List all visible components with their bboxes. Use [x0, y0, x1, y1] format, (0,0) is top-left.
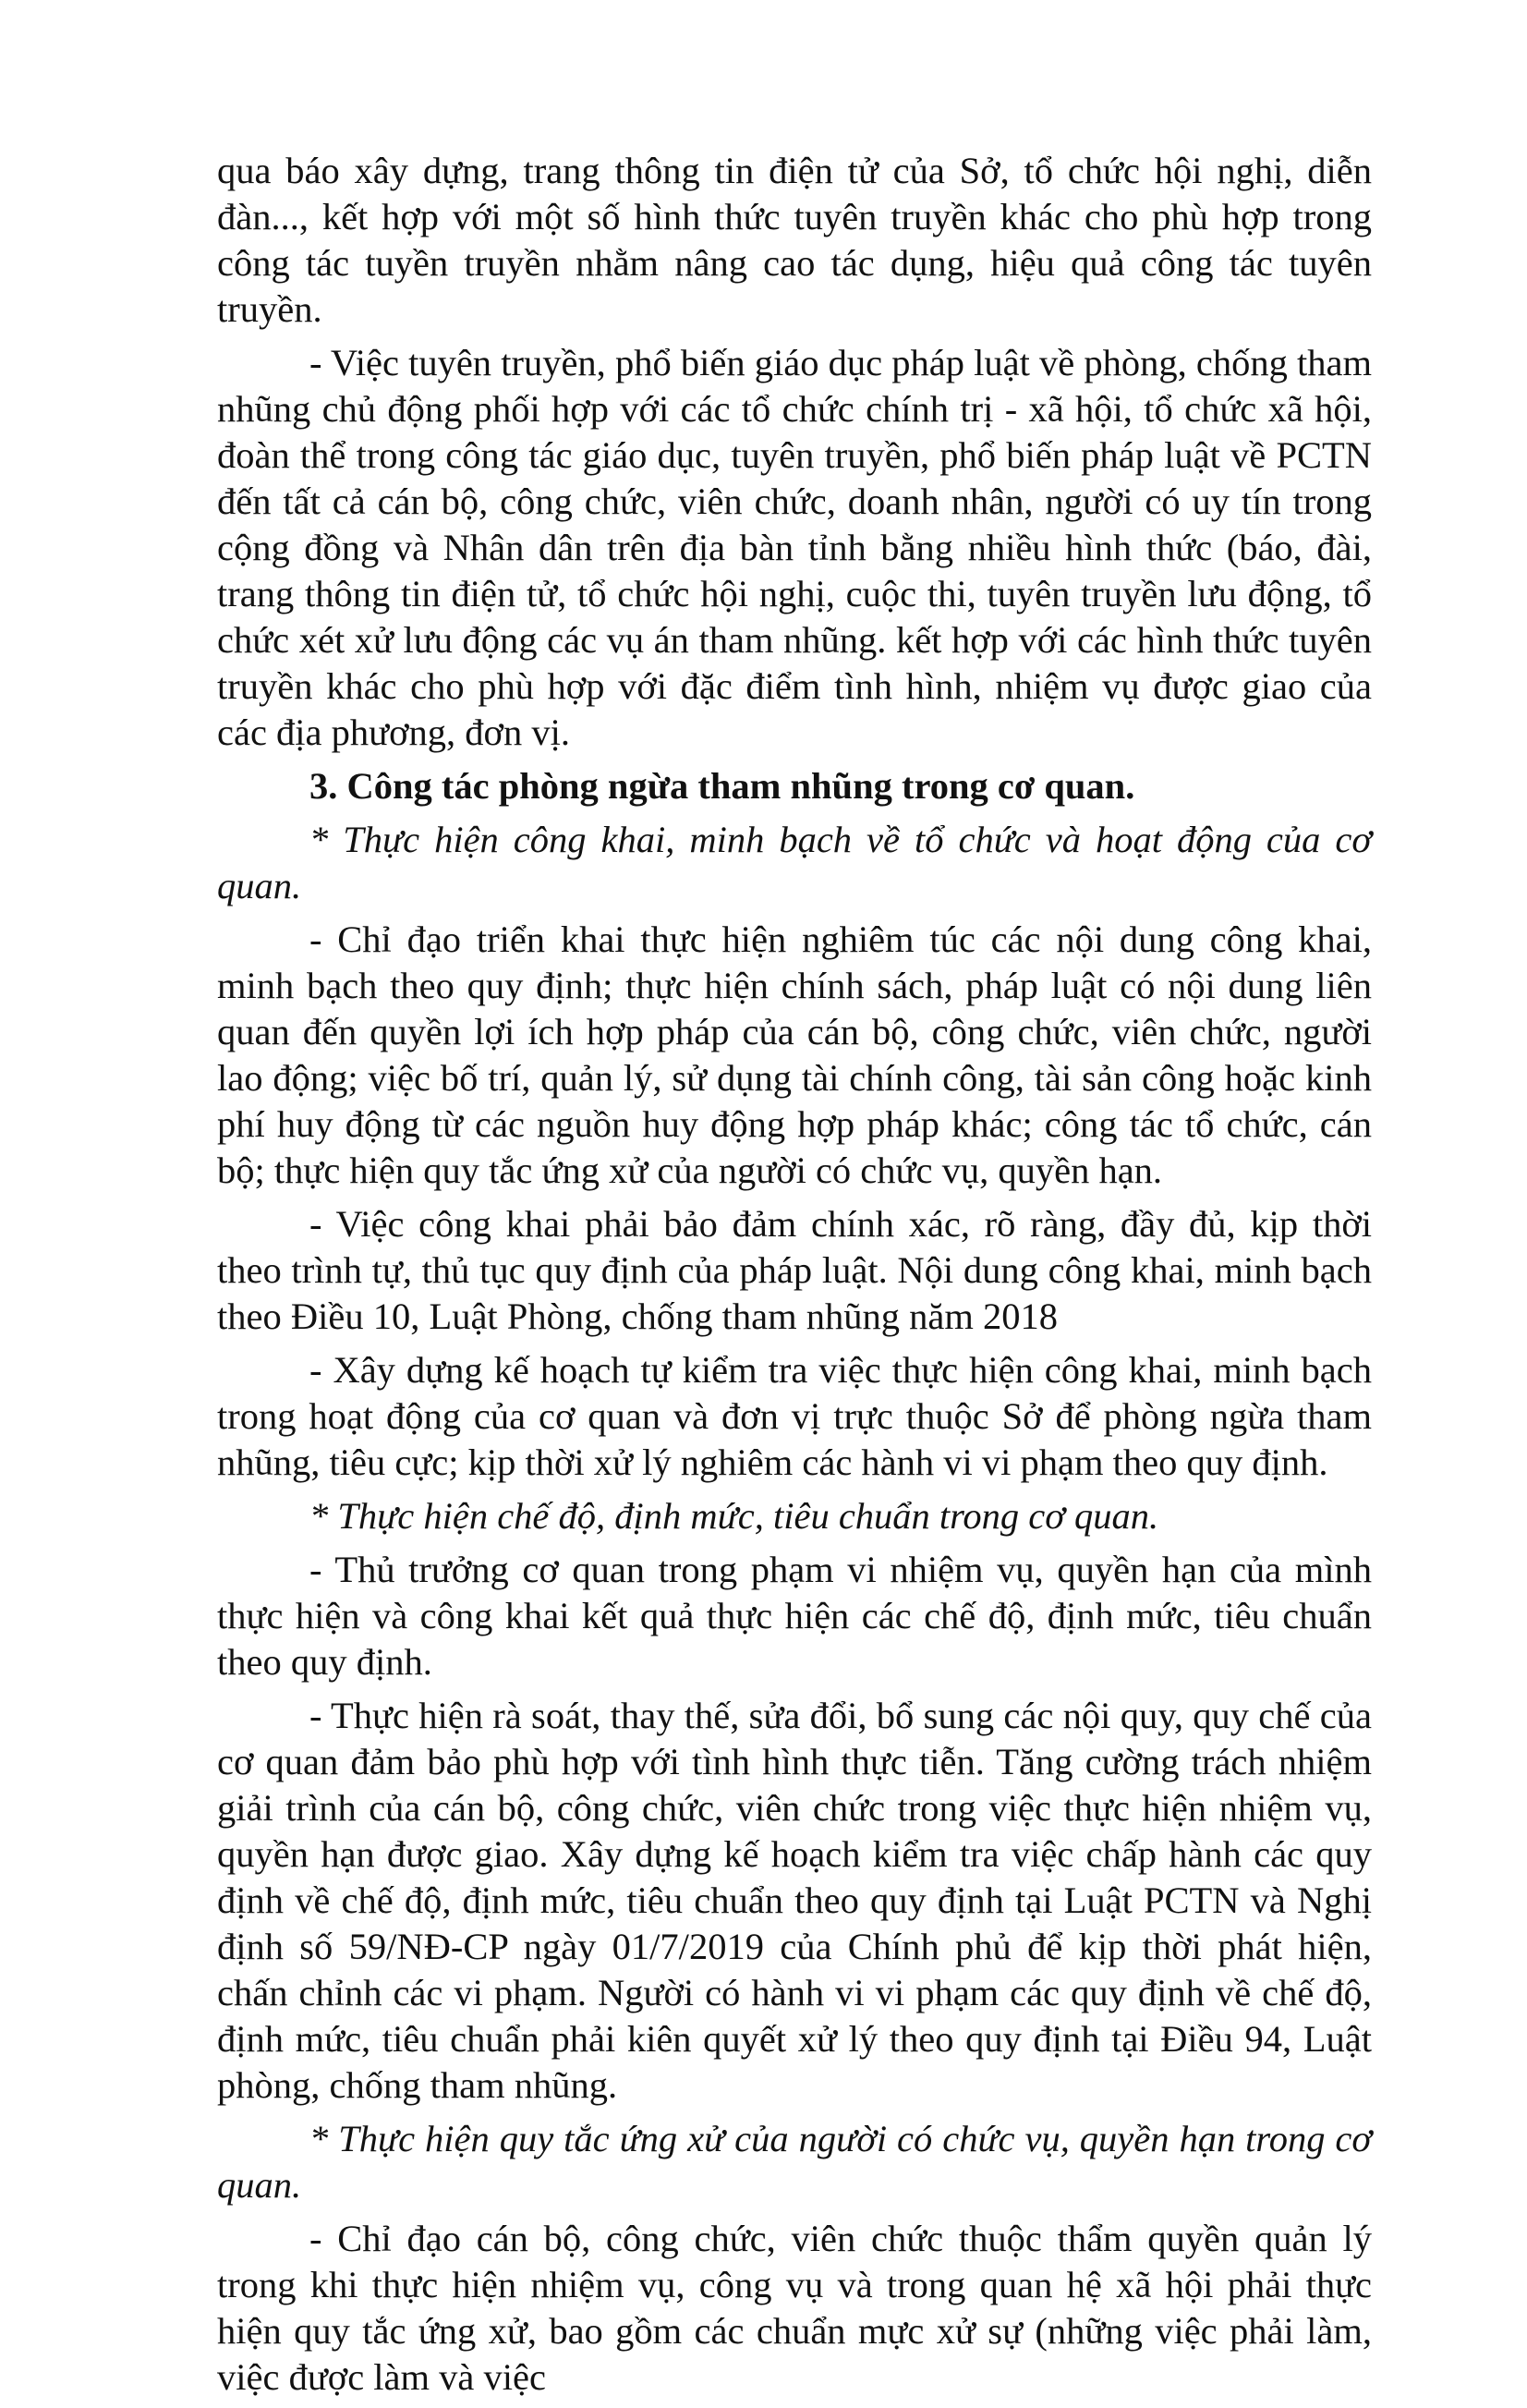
paragraph: - Việc tuyên truyền, phổ biến giáo dục pháp luật về phòng, chống tham nhũng chủ động phối hợp với các tổ chức chính trị - xã hội, tổ chức xã hội, đoàn thể trong công tác giáo dục, tuyên truyền, phổ biến pháp luật về PCTN đến tất cả cán bộ, công chức, viên chức, doanh nhân, người có uy tín trong cộng đồng và Nhân dân trên địa bàn tỉnh bằng nhiều hình thức (báo, đài, trang thông tin điện tử, tổ chức hội nghị, cuộc thi, tuyên truyền lưu động, tổ chức xét xử lưu động các vụ án tham nhũng. kết hợp với các hình thức tuyên truyền khác cho phù hợp với đặc điểm tình hình, nhiệm vụ được giao của các địa phương, đơn vị. — [217, 342, 1372, 753]
subsection-heading: * Thực hiện công khai, minh bạch về tổ chức và hoạt động của cơ quan. — [217, 819, 1372, 906]
subsection-heading: * Thực hiện chế độ, định mức, tiêu chuẩn trong cơ quan. — [309, 1495, 1159, 1537]
paragraph: - Việc công khai phải bảo đảm chính xác, rõ ràng, đầy đủ, kịp thời theo trình tự, thủ tục quy định của pháp luật. Nội dung công khai, minh bạch theo Điều 10, Luật Phòng, chống tham nhũng năm 2018 — [217, 1203, 1372, 1337]
section-heading: 3. Công tác phòng ngừa tham nhũng trong cơ quan. — [309, 765, 1135, 807]
paragraph: - Chỉ đạo cán bộ, công chức, viên chức thuộc thẩm quyền quản lý trong khi thực hiện nhiệm vụ, công vụ và trong quan hệ xã hội phải thực hiện quy tắc ứng xử, bao gồm các chuẩn mực xử sự (những việc phải làm, việc được làm và việc — [217, 2218, 1372, 2398]
paragraph: - Chỉ đạo triển khai thực hiện nghiêm túc các nội dung công khai, minh bạch theo quy định; thực hiện chính sách, pháp luật có nội dung liên quan đến quyền lợi ích hợp pháp của cán bộ, công chức, viên chức, người lao động; việc bố trí, quản lý, sử dụng tài chính công, tài sản công hoặc kinh phí huy động từ các nguồn huy động hợp pháp khác; công tác tổ chức, cán bộ; thực hiện quy tắc ứng xử của người có chức vụ, quyền hạn. — [217, 918, 1372, 1191]
subsection-heading: * Thực hiện quy tắc ứng xử của người có chức vụ, quyền hạn trong cơ quan. — [217, 2118, 1372, 2206]
paragraph: - Thủ trưởng cơ quan trong phạm vi nhiệm vụ, quyền hạn của mình thực hiện và công khai kết quả thực hiện các chế độ, định mức, tiêu chuẩn theo quy định. — [217, 1549, 1372, 1683]
document-page — [217, 148, 1372, 2408]
paragraph: - Xây dựng kế hoạch tự kiểm tra việc thực hiện công khai, minh bạch trong hoạt động của cơ quan và đơn vị trực thuộc Sở để phòng ngừa tham nhũng, tiêu cực; kịp thời xử lý nghiêm các hành vi vi phạm theo quy định. — [217, 1349, 1372, 1483]
paragraph: - Thực hiện rà soát, thay thế, sửa đổi, bổ sung các nội quy, quy chế của cơ quan đảm bảo phù hợp với tình hình thực tiễn. Tăng cường trách nhiệm giải trình của cán bộ, công chức, viên chức trong việc thực hiện nhiệm vụ, quyền hạn được giao. Xây dựng kế hoạch kiểm tra việc chấp hành các quy định về chế độ, định mức, tiêu chuẩn theo quy định tại Luật PCTN và Nghị định số 59/NĐ-CP ngày 01/7/2019 của Chính phủ để kịp thời phát hiện, chấn chỉnh các vi phạm. Người có hành vi vi phạm các quy định về chế độ, định mức, tiêu chuẩn phải kiên quyết xử lý theo quy định tại Điều 94, Luật phòng, chống tham nhũng. — [217, 1695, 1372, 2106]
paragraph: qua báo xây dựng, trang thông tin điện tử của Sở, tổ chức hội nghị, diễn đàn..., kết hợp với một số hình thức tuyên truyền khác cho phù hợp trong công tác tuyền truyền nhằm nâng cao tác dụng, hiệu quả công tác tuyên truyền. — [217, 150, 1372, 330]
